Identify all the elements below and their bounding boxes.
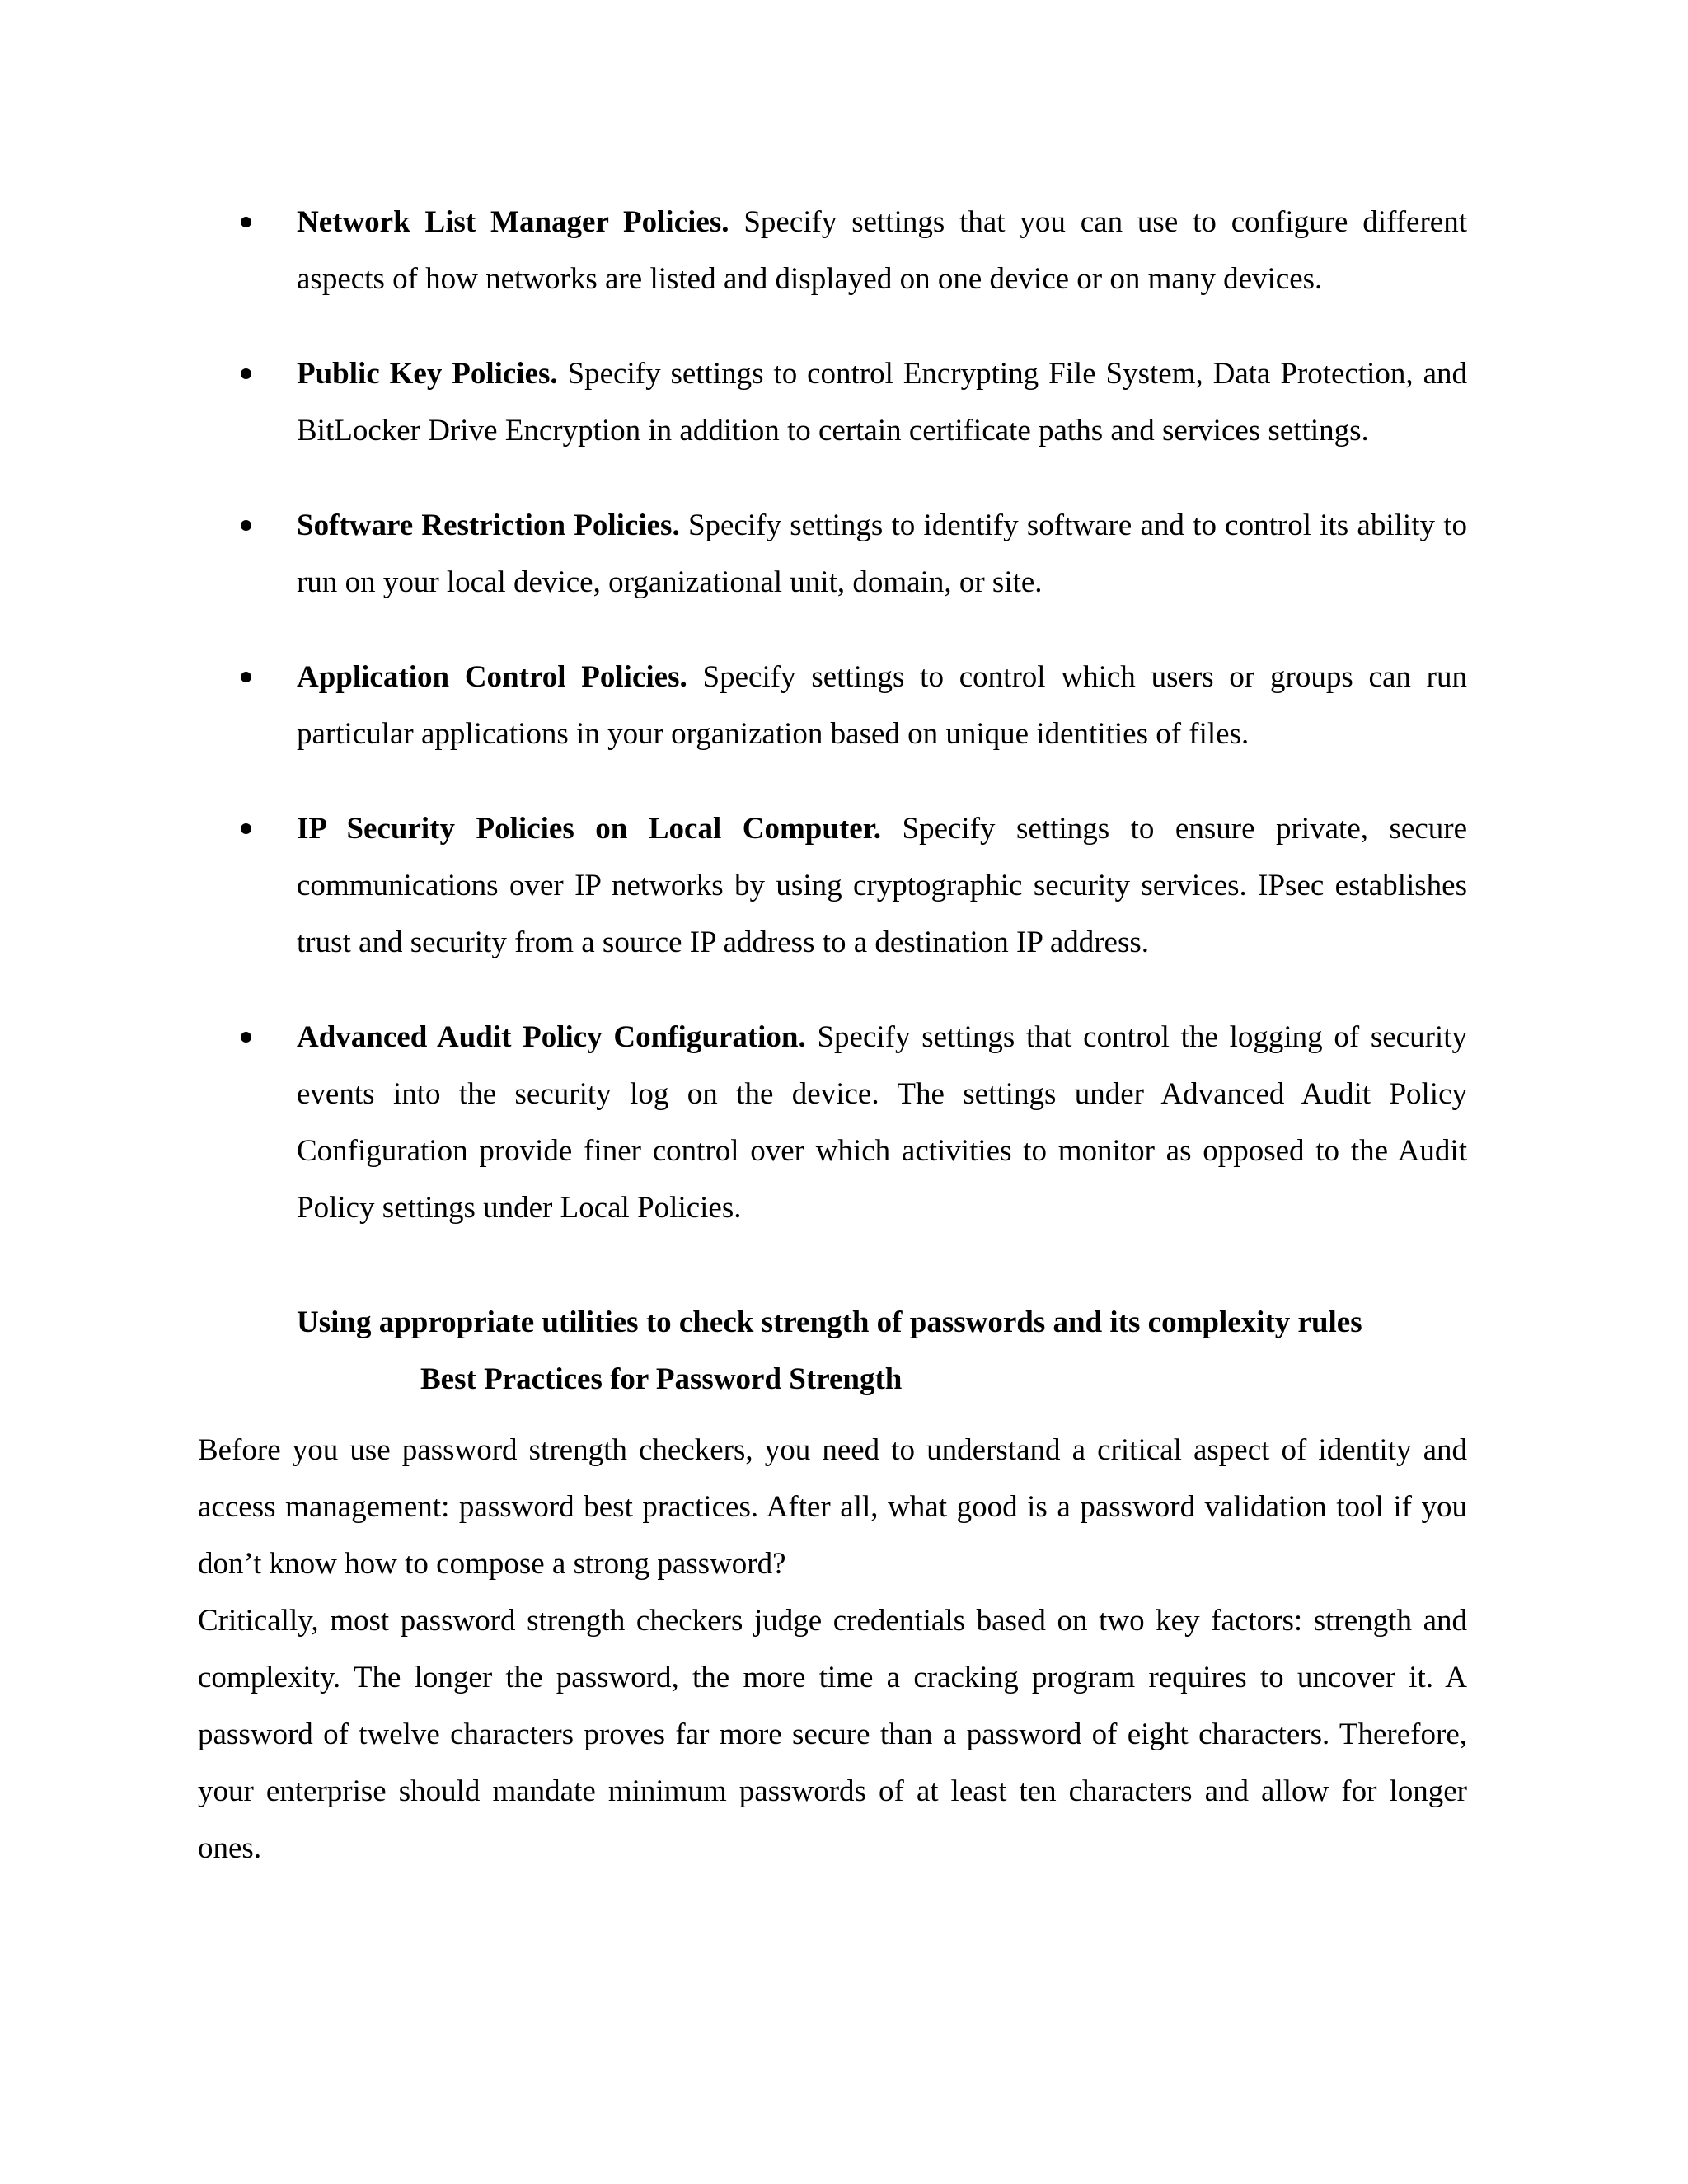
bullet-icon xyxy=(241,672,251,682)
policy-term: Advanced Audit Policy Configuration. xyxy=(297,1020,818,1054)
sub-heading: Best Practices for Password Strength xyxy=(420,1362,903,1396)
list-item xyxy=(297,194,1467,307)
policy-description: Specify settings to control which users or groups can run particular applications in your organization based on unique identities of files. xyxy=(297,660,1468,751)
policy-term: Software Restriction Policies. xyxy=(297,509,688,542)
bullet-icon xyxy=(241,823,251,834)
bullet-icon xyxy=(241,368,251,379)
policy-description: Specify settings that control the logging of security events into the security log on the device. The settings under Advanced Audit Policy Configuration provide finer control over which activities to monitor as opposed to the Audit Policy settings under Local Policies. xyxy=(297,1020,1467,1225)
policy-description: Specify settings to identify software and to control its ability to run on your local device, organizational unit, domain, or site. xyxy=(297,509,1467,599)
bullet-icon xyxy=(241,217,251,227)
list-item xyxy=(297,800,1467,971)
bullet-icon xyxy=(241,1032,251,1043)
section-heading: Using appropriate utilities to check strength of passwords and its complexity rules xyxy=(297,1305,1362,1339)
policy-description: Specify settings that you can use to configure different aspects of how networks are listed and displayed on one device or on many devices. xyxy=(297,205,1467,296)
policy-description: Specify settings to control Encrypting File System, Data Protection, and BitLocker Drive Encryption in addition to certain certificate paths and services settings. xyxy=(297,357,1467,448)
policy-description: Specify settings to ensure private, secure communications over IP networks by using cryptographic security services. IPsec establishes trust and security from a source IP address to a destination IP address. xyxy=(297,812,1468,959)
bullet-icon xyxy=(241,520,251,531)
body-text xyxy=(198,1422,1467,1877)
body-paragraph: Before you use password strength checkers, you need to understand a critical aspect of identity and access management: password best practices. After all, what good is a password validation tool if you don’t know how to compose a strong password? xyxy=(198,1433,1467,1581)
body-paragraph: Critically, most password strength checkers judge credentials based on two key factors: strength and complexity. The longer the password, the more time a cracking program requires to uncover it. A password of twelve characters proves far more secure than a password of eight characters. Therefore, your enterprise should mandate minimum passwords of at least ten characters and allow for longer ones. xyxy=(198,1604,1467,1865)
list-item xyxy=(297,345,1467,459)
policy-bullet-list xyxy=(297,194,1467,1236)
policy-term: IP Security Policies on Local Computer. xyxy=(297,812,903,846)
list-item xyxy=(297,1009,1467,1236)
policy-term: Network List Manager Policies. xyxy=(297,205,744,239)
list-item xyxy=(297,649,1467,762)
policy-term: Public Key Policies. xyxy=(297,357,568,391)
list-item xyxy=(297,497,1467,611)
policy-term: Application Control Policies. xyxy=(297,660,703,694)
